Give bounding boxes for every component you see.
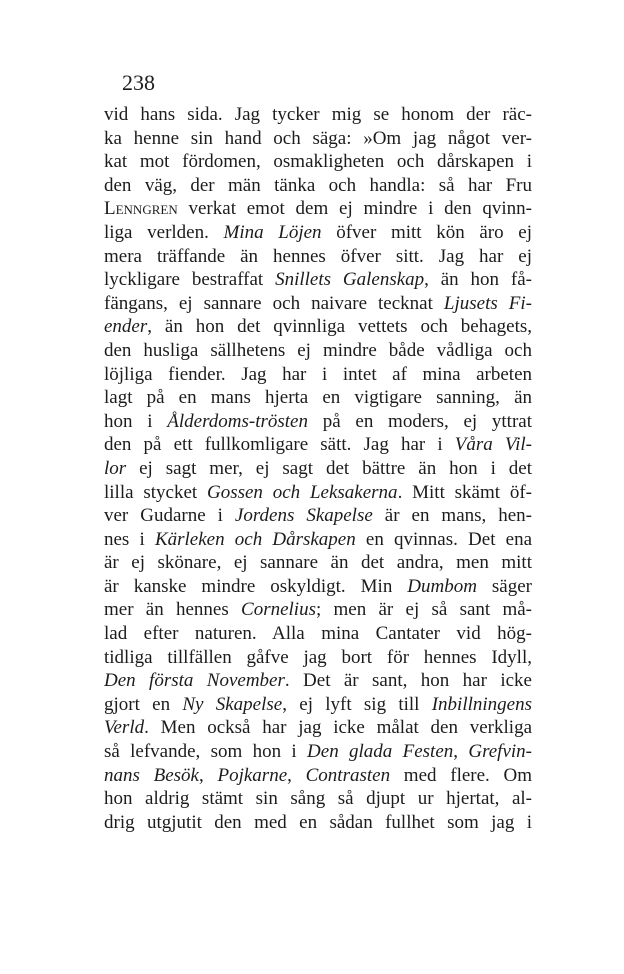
- text-line: [104, 646, 532, 670]
- italic-title-segment: Dumbom: [407, 575, 477, 597]
- text-line: [104, 174, 532, 198]
- text-line: [104, 197, 532, 221]
- text-line: [104, 716, 532, 740]
- italic-title-segment: Ny Skapelse: [182, 693, 283, 715]
- text-segment: hon aldrig stämt sin sång så djupt ur hjertat, al-: [104, 788, 532, 810]
- italic-title-segment: Verld: [104, 717, 145, 739]
- italic-title-segment: Den första November: [104, 670, 285, 692]
- text-line: [104, 268, 532, 292]
- text-line: [104, 575, 532, 599]
- italic-title-segment: Kärleken och Dårskapen: [154, 528, 356, 550]
- text-line: [104, 363, 532, 387]
- text-line: [104, 528, 532, 552]
- text-line: [104, 410, 532, 434]
- text-segment: ,: [453, 741, 469, 763]
- text-segment: drig utgjutit den med en sådan fullhet som jag i: [104, 811, 532, 833]
- text-segment: lagt på en mans hjerta en vigtigare sanning, än: [104, 387, 532, 409]
- italic-title-segment: Ljusets Fi-: [443, 292, 532, 314]
- text-segment: ,: [287, 764, 306, 786]
- text-segment: är ej skönare, ej sannare än det andra, men mitt: [104, 552, 532, 574]
- text-segment: gjort en: [104, 693, 183, 715]
- text-segment: löjliga fiender. Jag har i intet af mina arbeten: [104, 363, 532, 385]
- text-segment: ; men är ej så sant må-: [315, 599, 532, 621]
- italic-title-segment: Mina Löjen: [223, 221, 322, 243]
- text-line: [104, 221, 532, 245]
- italic-title-segment: Den glada Festen: [307, 741, 454, 763]
- italic-title-segment: nans Besök: [104, 764, 199, 786]
- text-segment: ej sagt mer, ej sagt det bättre än hon i det: [126, 457, 532, 479]
- text-line: [104, 551, 532, 575]
- text-segment: vid hans sida. Jag tycker mig se honom der räc-: [104, 104, 532, 125]
- text-segment: nes i: [104, 528, 155, 550]
- text-segment: ver Gudarne i: [104, 505, 235, 527]
- text-line: [104, 103, 532, 127]
- text-segment: öfver mitt kön äro ej: [321, 221, 532, 243]
- text-segment: tidliga tillfällen gåfve jag bort för hennes Idyll,: [104, 646, 532, 668]
- italic-title-segment: Ålderdoms-trösten: [167, 410, 308, 432]
- text-line: [104, 292, 532, 316]
- text-segment: är kanske mindre oskyldigt. Min: [104, 575, 408, 597]
- text-segment: lad efter naturen. Alla mina Cantater vid hög-: [104, 623, 532, 645]
- text-line: [104, 457, 532, 481]
- text-segment: , än hon det qvinnliga vettets och behagets,: [147, 316, 532, 338]
- italic-title-segment: Cornelius: [241, 599, 316, 621]
- text-segment: lyckligare bestraffat: [104, 269, 276, 291]
- text-segment: fängans, ej sannare och naivare tecknat: [104, 292, 444, 314]
- small-caps-name-segment: Lenngren: [104, 198, 178, 220]
- text-line: [104, 481, 532, 505]
- text-segment: den väg, der män tänka och handla: så har Fru: [104, 174, 532, 196]
- text-segment: liga verlden.: [104, 221, 224, 243]
- text-segment: på en moders, ej yttrat: [307, 410, 532, 432]
- text-line: [104, 127, 532, 151]
- italic-title-segment: Contrasten: [305, 764, 391, 786]
- italic-title-segment: lor: [104, 457, 127, 479]
- text-segment: . Mitt skämt öf-: [397, 481, 532, 503]
- text-segment: den husliga sällhetens ej mindre både vådliga och: [104, 339, 532, 361]
- italic-title-segment: Pojkarne: [217, 764, 288, 786]
- text-segment: , än hon få-: [424, 269, 532, 291]
- text-line: [104, 386, 532, 410]
- italic-title-segment: Jordens Skapelse: [234, 505, 373, 527]
- text-segment: , ej lyft sig till: [282, 693, 432, 715]
- text-line: [104, 504, 532, 528]
- text-segment: så lefvande, som hon i: [104, 741, 308, 763]
- text-segment: med flere. Om: [390, 764, 532, 786]
- text-segment: är en mans, hen-: [372, 505, 532, 527]
- text-line: [104, 622, 532, 646]
- text-segment: en qvinnas. Det ena: [355, 528, 532, 550]
- text-line: [104, 245, 532, 269]
- italic-title-segment: Gossen och Leksakerna: [206, 481, 398, 503]
- text-segment: hon i: [104, 410, 168, 432]
- text-line: [104, 740, 532, 764]
- text-line: [104, 433, 532, 457]
- text-segment: kat mot fördomen, osmakligheten och dårskapen i: [104, 151, 532, 173]
- text-line: [104, 315, 532, 339]
- text-line: [104, 811, 532, 835]
- text-line: [104, 669, 532, 693]
- italic-title-segment: ender: [104, 316, 148, 338]
- text-line: [104, 598, 532, 622]
- italic-title-segment: Snillets Galenskap: [275, 269, 425, 291]
- page-number: 238: [122, 70, 155, 95]
- text-segment: . Men också har jag icke målat den verkliga: [144, 717, 532, 739]
- text-segment: lilla stycket: [104, 481, 207, 503]
- text-segment: verkat emot dem ej mindre i den qvinn-: [177, 198, 532, 220]
- text-segment: ,: [199, 764, 218, 786]
- text-segment: den på ett fullkomligare sätt. Jag har i: [104, 434, 455, 456]
- italic-title-segment: Inbillningens: [431, 693, 532, 715]
- text-segment: mera träffande än hennes öfver sitt. Jag har ej: [104, 245, 532, 267]
- text-segment: ka henne sin hand och säga: »Om jag något ver-: [104, 127, 532, 149]
- text-segment: mer än hennes: [104, 599, 242, 621]
- text-line: [104, 764, 532, 788]
- italic-title-segment: Våra Vil-: [454, 434, 532, 456]
- text-line: [104, 150, 532, 174]
- text-line: [104, 693, 532, 717]
- text-line: [104, 339, 532, 363]
- text-segment: säger: [476, 575, 532, 597]
- text-line: [104, 787, 532, 811]
- text-segment: . Det är sant, hon har icke: [284, 670, 532, 692]
- body-text: [104, 103, 532, 834]
- italic-title-segment: Grefvin-: [468, 741, 532, 763]
